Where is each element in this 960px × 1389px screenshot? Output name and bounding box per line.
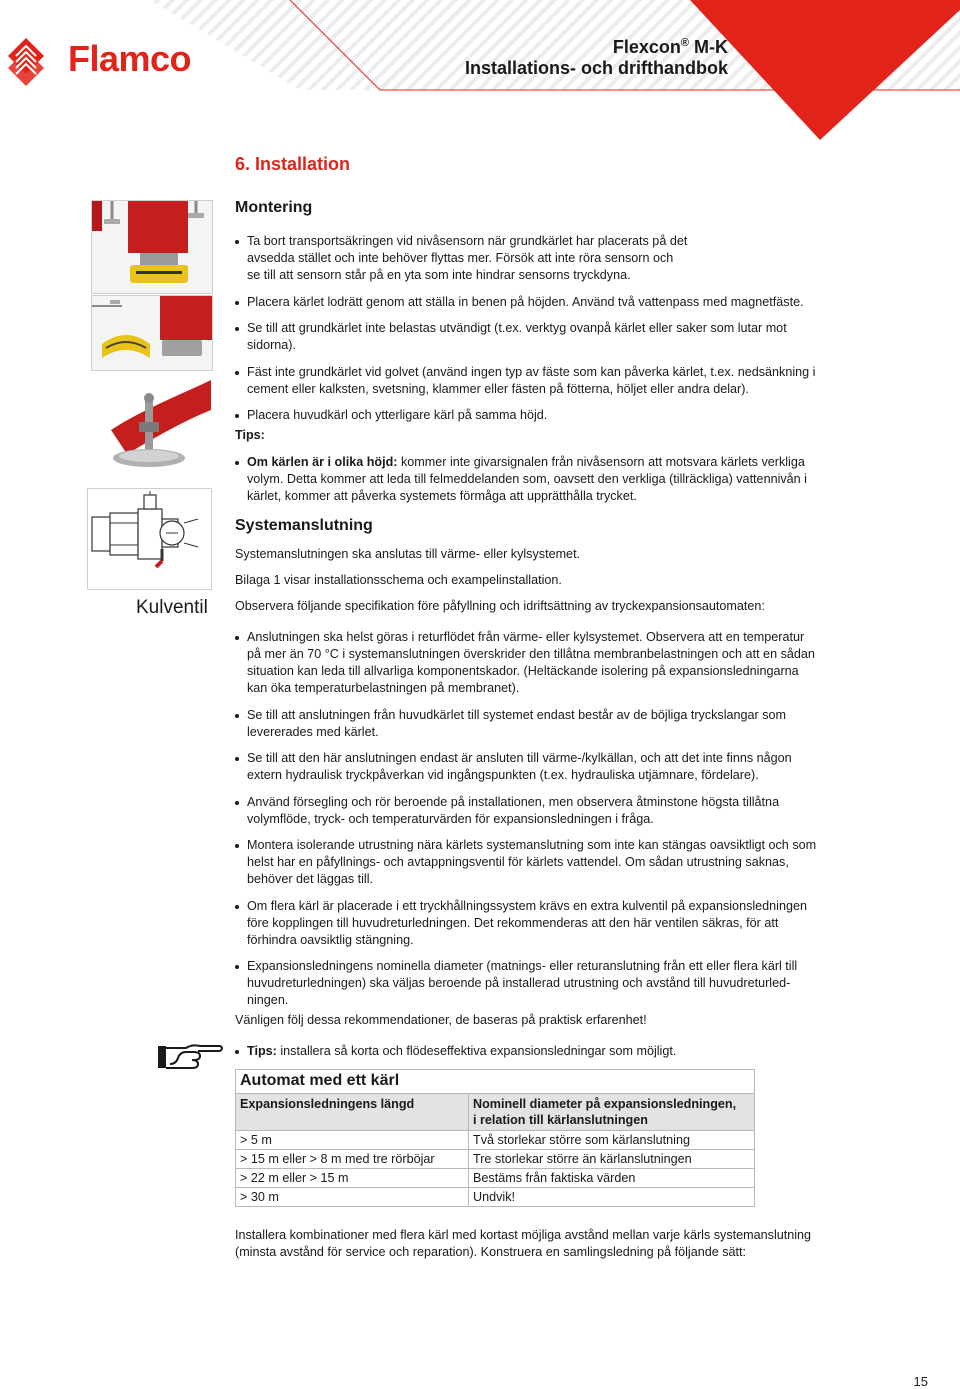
document-subtitle: Installations- och drifthandbok — [464, 58, 728, 78]
bullet-line: Se till att grundkärlet inte belastas utvändigt (t.ex. verktyg ovanpå kärlet eller saker som lutar mot — [247, 321, 787, 335]
system-paragraph-3: Observera följande specifikation före påfyllning och idriftsättning av tryckexpansionsautomaten: — [235, 599, 765, 613]
bullet-item — [235, 629, 880, 697]
bullet-line: före kopplingen till huvudreturledningen. Det rekommenderas att den här ventilen säkras, för att — [247, 915, 779, 930]
bullet-item — [235, 794, 880, 828]
table-body — [236, 1131, 755, 1207]
bullet-line: Se till att den här anslutningen endast är ansluten till värme-/kylkällan, och att det inte finns någon — [247, 751, 792, 765]
table-cell-length: > 30 m — [236, 1188, 469, 1207]
bullet-line: Placera huvudkärl och ytterligare kärl på samma höjd. — [247, 408, 548, 422]
bullet-item — [235, 898, 880, 949]
table-header-row — [236, 1094, 755, 1131]
bullet-line: kan öka temperaturbelastningen på membranet). — [247, 681, 520, 695]
closing-paragraph — [235, 1227, 811, 1261]
bullet-line: situation kan leda till allvarliga komponentskador. (Heltäckande isolering på expansionsledningarna — [247, 664, 799, 678]
product-suffix: M-K — [694, 37, 728, 57]
montering-list — [235, 233, 880, 434]
table-cell-length: > 15 m eller > 8 m med tre rörböjar — [236, 1150, 469, 1169]
table-row — [236, 1169, 755, 1188]
pointing-hand-icon — [156, 1040, 224, 1072]
recommendation: Vänligen följ dessa rekommendationer, de baseras på praktisk erfarenhet! — [235, 1013, 647, 1027]
bullet-line: behöver det läggas till. — [247, 872, 374, 886]
bullet-line: Montera isolerande utrustning nära kärlets systemanslutning som inte kan stängas oavsiktligt och som — [247, 838, 817, 852]
tips-line: kommer inte givarsignalen från nivåsensorn att motsvara kärlets verkliga — [397, 455, 805, 469]
bullet-item — [235, 837, 880, 888]
table-cell-length: > 22 m eller > 15 m — [236, 1169, 469, 1188]
bullet-line: helst har en påfyllnings- och avtappningsventil för kärlets vattendel. Om sådan utrustning saknas, — [247, 855, 789, 869]
table-row — [236, 1188, 755, 1207]
bullet-line: huvudreturledningen) ska väljas beroende på installerad utrustning och avstånd till huvudreturled- — [247, 976, 791, 990]
bullet-line: Placera kärlet lodrätt genom att ställa in benen på höjden. Använd två vattenpass med magnetfäste. — [247, 294, 804, 309]
bullet-line: Fäst inte grundkärlet vid golvet (använd ingen typ av fäste som kan påverka kärlet, t.ex. nedsänkning i — [247, 364, 816, 379]
bullet-line: Ta bort transportsäkringen vid nivåsensorn när grundkärlet har placerats på det — [247, 234, 688, 248]
closing-line: Installera kombinationer med flera kärl med kortast möjliga avstånd mellan varje kärls systemanslutning — [235, 1228, 812, 1242]
bullet-item — [235, 707, 880, 741]
valve-caption: Kulventil — [136, 597, 208, 618]
table-title: Automat med ett kärl — [235, 1069, 755, 1093]
system-paragraph-1: Systemanslutningen ska anslutas till värme- eller kylsystemet. — [235, 547, 581, 561]
system-tips-text: installera så korta och flödeseffektiva expansionsledningar som möjligt. — [276, 1044, 677, 1058]
bullet-line: cement eller kalksten, svetsning, klammer eller fästen på fötterna, höljet eller andra delar). — [247, 381, 749, 396]
ball-valve-image — [87, 488, 212, 590]
bullet-item — [235, 364, 880, 398]
tips-label: Tips: — [235, 428, 265, 442]
bullet-line: volymflöde, tryck- och temperaturvärden för expansionsledningen i fråga. — [247, 811, 654, 826]
expansion-line-table — [235, 1069, 755, 1207]
bullet-line: extern hydraulisk tryckpåverkan vid ingångspunkten (t.ex. hydrauliska utjämnare, fördelare). — [247, 768, 759, 782]
page-number: 15 — [913, 1374, 928, 1389]
table-cell-diameter: Bestäms från faktiska värden — [469, 1169, 755, 1188]
tips-item — [235, 454, 880, 505]
expansion-table — [235, 1093, 755, 1207]
bullet-line: Expansionsledningens nominella diameter (matnings- eller returanslutning från ett eller flera kärl till — [247, 959, 798, 973]
bullet-line: Om flera kärl är placerade i ett tryckhållningssystem krävs en extra kulventil på expansionsledningen — [247, 898, 807, 913]
table-header-line: i relation till kärlanslutningen — [473, 1113, 648, 1127]
closing-line: (minsta avstånd för service och reparation). Konstruera en samlingsledning på följande sätt: — [235, 1245, 747, 1259]
bullet-item — [235, 294, 880, 311]
table-row — [236, 1150, 755, 1169]
bullet-line: Använd försegling och rör beroende på installationen, men observera åtminstone högsta tillåtna — [247, 794, 780, 809]
montering-heading: Montering — [235, 199, 313, 216]
table-cell-diameter: Tre storlekar större än kärlanslutningen — [469, 1150, 755, 1169]
level-sensor-photo — [91, 295, 213, 371]
registered-mark: ® — [680, 37, 689, 49]
table-cell-diameter: Två storlekar större som kärlanslutning — [469, 1131, 755, 1150]
bullet-line: avsedda stället och inte behöver flyttas mer. Försök att inte röra sensorn och — [247, 251, 674, 265]
table-header-line: Nominell diameter på expansionsledningen, — [473, 1097, 737, 1111]
bullet-item — [235, 407, 880, 424]
system-tips-list — [235, 1043, 880, 1060]
system-tips-item — [235, 1043, 880, 1060]
bullet-line: sidorna). — [247, 338, 296, 352]
bullet-item — [235, 750, 880, 784]
system-list — [235, 629, 880, 1019]
system-tips-label: Tips: — [247, 1044, 277, 1058]
table-cell-length: > 5 m — [236, 1131, 469, 1150]
product-name: Flexcon — [612, 37, 681, 57]
table-header-diameter — [469, 1094, 755, 1131]
bullet-line: Se till att anslutningen från huvudkärlet till systemet endast består av de böjliga tryckslangar som — [247, 707, 787, 722]
bullet-item — [235, 958, 880, 1009]
systemanslutning-heading: Systemanslutning — [235, 517, 373, 534]
brand-name: Flamco — [68, 38, 192, 79]
bullet-line: förhindra oavsiktlig stängning. — [247, 932, 414, 947]
bullet-line: på mer än 70 °C i systemanslutningen överskrider den tillåtna membranbelastningen och att en sådan — [247, 647, 815, 661]
document-title — [465, 33, 728, 79]
table-header-length: Expansionsledningens längd — [236, 1094, 469, 1131]
system-paragraph-2: Bilaga 1 visar installationsschema och exampelinstallation. — [235, 573, 562, 587]
bullet-line: ningen. — [247, 993, 289, 1007]
tips-line: kärlet, kommer att påverka systemets förmåga att upprätthålla trycket. — [247, 489, 637, 503]
tips-bold: Om kärlen är i olika höjd: — [247, 455, 398, 469]
tips-line: volym. Detta kommer att leda till felmeddelanden som, oavsett den verkliga (tillräckliga) vattennivån i — [247, 472, 807, 486]
bullet-item — [235, 320, 880, 354]
section-title: 6. Installation — [235, 154, 351, 174]
vessel-feet-photo — [91, 200, 213, 294]
flamco-logo-icon — [6, 36, 46, 88]
bullet-item — [235, 233, 880, 284]
bullet-line: levererades med kärlet. — [247, 724, 379, 739]
bullet-line: se till att sensorn står på en yta som inte hindrar sensorns tryckdyna. — [247, 268, 631, 282]
tips-list — [235, 454, 880, 505]
table-row — [236, 1131, 755, 1150]
bullet-line: Anslutningen ska helst göras i returflödet från värme- eller kylsystemet. Observera att en temperatur — [247, 630, 805, 644]
adjustable-foot-photo — [111, 370, 211, 474]
table-cell-diameter: Undvik! — [469, 1188, 755, 1207]
